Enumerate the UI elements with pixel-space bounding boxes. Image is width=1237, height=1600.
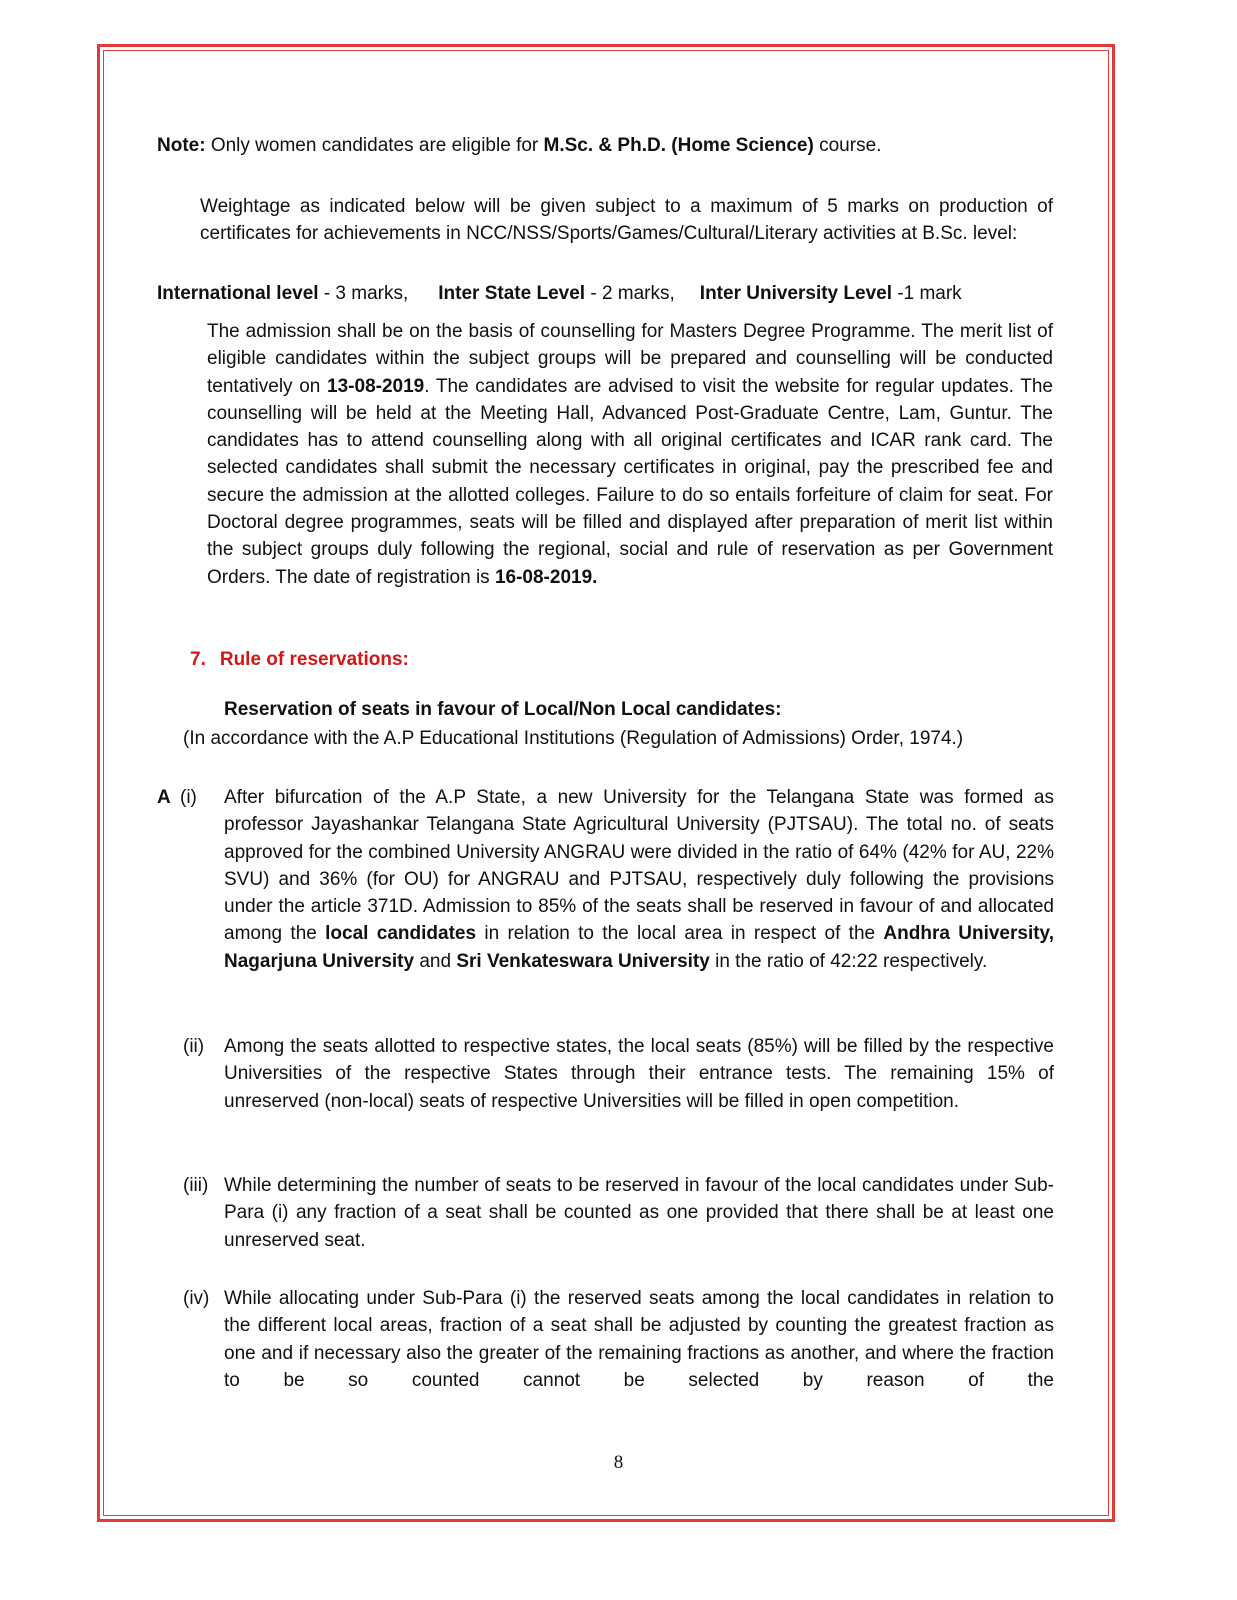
note-text-2: course. <box>813 135 882 156</box>
reservation-subheading-text: Reservation of seats in favour of Local/Non Local candidates: <box>224 699 782 720</box>
item-iii-paragraph: While determining the number of seats to be reserved in favour of the local candidates under Sub-Para (i) any fraction of a seat shall be counted as one provided that there shall be at least one unreserved seat. <box>224 1175 1054 1251</box>
item-i-paragraph <box>224 784 1054 975</box>
counselling-date: 13-08-2019 <box>327 375 425 397</box>
admission-text-1: The admission shall be on the basis of counselling for Masters Degree Programme. The merit list of eligible candidates within the subject groups will be prepared and counselling will be conducted tentatively on <box>207 321 1053 397</box>
section-number: 7. <box>190 649 206 670</box>
item-iv-paragraph: While allocating under Sub-Para (i) the reserved seats among the local candidates in relation to the different local areas, fraction of a seat shall be adjusted by counting the greatest fraction as one and if necessary also the greater of the remaining fractions as another, and where the fraction to be so counted cannot be selected by reason of the <box>224 1288 1054 1391</box>
item-ii-paragraph: Among the seats allotted to respective states, the local seats (85%) will be filled by the respective Universities of the respective States through their entrance tests. The remaining 15% of unreserved (non-local) seats of respective Universities will be filled in open competition. <box>224 1036 1054 1112</box>
item-a-letter <box>157 784 171 811</box>
item-i-text-4: in the ratio of 42:22 respectively. <box>709 950 988 972</box>
item-ii-number: (ii) <box>183 1036 205 1057</box>
item-i-text-2: in relation to the local area in respect of the <box>476 923 884 945</box>
level-interuniversity-label: Inter University Level <box>699 283 892 304</box>
item-i-bold-local: local candidates <box>325 923 477 945</box>
item-iii-number: (iii) <box>183 1175 209 1196</box>
note-course: M.Sc. & Ph.D. (Home Science) <box>543 135 814 156</box>
reservation-subheading <box>224 696 781 723</box>
note-label: Note: <box>157 135 206 156</box>
item-i-bold-universities: Andhra University, Nagarjuna University <box>224 923 1054 972</box>
section-heading <box>190 646 409 673</box>
level-interstate-label: Inter State Level <box>438 283 586 304</box>
item-i-text-1: After bifurcation of the A.P State, a new University for the Telangana State was formed as professor Jayashankar Telangana State Agricultural University (PJTSAU). The total no. of seats approved for the combined University ANGRAU were divided in the ratio of 64% (42% for AU, 22% SVU) and 36% (for OU) for ANGRAU and PJTSAU, respectively duly following the provisions under the article 371D. Admission to 85% of the seats shall be reserved in favour of and allocated among the <box>224 787 1054 945</box>
item-i-number: (i) <box>180 787 197 808</box>
level-interstate-marks: - 2 marks, <box>585 283 675 304</box>
level-interuniversity-marks: -1 mark <box>892 283 962 304</box>
admission-text-2: . The candidates are advised to visit the website for regular updates. The counselling will be held at the Meeting Hall, Advanced Post-Graduate Centre, Lam, Guntur. The candidates has to attend counselling along with all original certificates and ICAR rank card. The selected candidates shall submit the necessary certificates in original, pay the prescribed fee and secure the admission at the allotted colleges. Failure to do so entails forfeiture of claim for seat. For Doctoral degree programmes, seats will be filled and displayed after preparation of merit list within the subject groups duly following the regional, social and rule of reservation as per Government Orders. The date of registration is <box>207 375 1053 588</box>
admission-paragraph <box>207 318 1053 591</box>
item-a-letter-text: A <box>157 787 171 808</box>
level-international-marks: - 3 marks, <box>318 283 409 304</box>
item-iv-number: (iv) <box>183 1288 210 1309</box>
page-number: 8 <box>613 1452 624 1473</box>
note-text-1: Only women candidates are eligible for <box>205 135 544 156</box>
note-line <box>157 132 1057 159</box>
item-i-text-3: and <box>414 950 457 972</box>
level-international-label: International level <box>157 283 319 304</box>
weightage-levels <box>157 280 1057 307</box>
registration-date: 16-08-2019. <box>494 566 598 588</box>
section-title: Rule of reservations: <box>219 649 409 670</box>
item-i-bold-svu: Sri Venkateswara University <box>456 950 710 972</box>
order-reference: (In accordance with the A.P Educational Institutions (Regulation of Admissions) Order, 1974.) <box>183 728 964 749</box>
weightage-paragraph: Weightage as indicated below will be given subject to a maximum of 5 marks on production of certificates for achievements in NCC/NSS/Sports/Games/Cultural/Literary activities at B.Sc. level: <box>200 196 1053 245</box>
